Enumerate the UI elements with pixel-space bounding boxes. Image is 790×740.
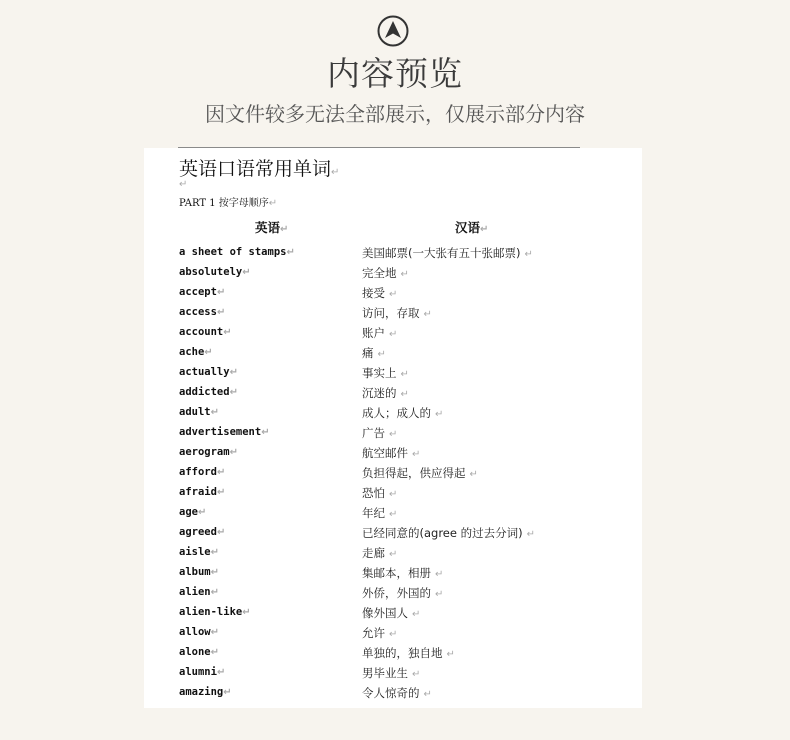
return-mark: ↵	[400, 269, 409, 280]
return-mark: ↵	[435, 409, 444, 420]
return-mark: ↵	[280, 224, 289, 235]
english-word-text: a sheet of stamps	[179, 246, 287, 258]
return-mark: ↵	[210, 407, 219, 418]
document-preview	[144, 148, 642, 708]
chinese-meaning-text: 像外国人	[362, 606, 408, 620]
part-label: PART 1 按字母顺序↵	[179, 198, 278, 209]
chinese-meaning	[362, 525, 535, 541]
return-mark: ↵	[204, 347, 213, 358]
word-table	[144, 243, 642, 703]
table-row	[144, 583, 642, 603]
table-row	[144, 343, 642, 363]
table-row	[144, 243, 642, 263]
chinese-meaning	[362, 625, 397, 641]
return-mark: ↵	[216, 287, 226, 298]
chinese-meaning	[362, 305, 432, 321]
chinese-meaning	[362, 665, 420, 681]
table-row	[144, 443, 642, 463]
table-row	[144, 303, 642, 323]
chinese-meaning-text: 恐怕	[362, 486, 385, 500]
return-mark: ↵	[242, 267, 251, 278]
chinese-meaning	[362, 445, 420, 461]
table-row	[144, 643, 642, 663]
return-mark: ↵	[197, 507, 207, 518]
english-word-text: ache	[179, 346, 205, 358]
return-mark: ↵	[261, 427, 270, 438]
return-mark: ↵	[210, 547, 219, 558]
chinese-meaning	[362, 285, 397, 301]
arrow-up-circle-icon	[377, 15, 409, 47]
chinese-meaning-text: 外侨，外国的	[362, 586, 431, 600]
english-word-text: alone	[179, 646, 211, 658]
english-word	[179, 506, 206, 518]
chinese-meaning-text: 走廊	[362, 546, 385, 560]
table-row	[144, 423, 642, 443]
chinese-meaning-text: 年纪	[362, 506, 385, 520]
chinese-meaning-text: 美国邮票(一大张有五十张邮票)	[362, 246, 521, 260]
return-mark: ↵	[469, 469, 478, 480]
chinese-meaning	[362, 565, 443, 581]
chinese-meaning-text: 集邮本，相册	[362, 566, 431, 580]
chinese-meaning-text: 负担得起，供应得起	[362, 466, 466, 480]
chinese-meaning	[362, 585, 443, 601]
english-word-text: addicted	[179, 386, 230, 398]
english-word	[179, 366, 238, 378]
chinese-meaning	[362, 405, 443, 421]
return-mark: ↵	[210, 627, 219, 638]
chinese-meaning-text: 已经同意的(agree 的过去分词)	[362, 526, 523, 540]
return-mark: ↵	[480, 224, 489, 235]
return-mark: ↵	[526, 529, 535, 540]
return-mark: ↵	[223, 687, 232, 698]
chinese-meaning-text: 令人惊奇的	[362, 686, 420, 700]
return-mark: ↵	[400, 389, 409, 400]
table-row	[144, 283, 642, 303]
return-mark: ↵	[223, 327, 232, 338]
english-word-text: alien	[179, 586, 211, 598]
return-mark: ↵	[412, 669, 421, 680]
table-row	[144, 543, 642, 563]
chinese-meaning-text: 账户	[362, 326, 385, 340]
english-word	[179, 546, 219, 558]
chinese-meaning	[362, 245, 533, 261]
return-mark: ↵	[412, 449, 421, 460]
chinese-meaning-text: 男毕业生	[362, 666, 408, 680]
english-word	[179, 446, 238, 458]
english-word	[179, 306, 225, 318]
english-word-text: age	[179, 506, 198, 518]
column-header-english: 英语↵	[255, 220, 289, 235]
english-word-text: aerogram	[179, 446, 230, 458]
chinese-meaning-text: 沉迷的	[362, 386, 397, 400]
chinese-meaning	[362, 645, 455, 661]
table-row	[144, 403, 642, 423]
column-header-chinese: 汉语↵	[455, 220, 489, 235]
return-mark: ↵	[435, 569, 444, 580]
chinese-meaning-text: 痛	[362, 346, 374, 360]
english-word	[179, 586, 219, 598]
chinese-meaning	[362, 685, 432, 701]
return-mark: ↵	[389, 329, 398, 340]
return-mark: ↵	[400, 369, 409, 380]
return-mark: ↵	[389, 429, 398, 440]
english-word-text: aisle	[179, 546, 211, 558]
chinese-meaning-text: 允许	[362, 626, 385, 640]
english-word	[179, 646, 219, 658]
english-word	[179, 246, 295, 258]
chinese-meaning-text: 完全地	[362, 266, 397, 280]
page-subtitle: 因文件较多无法全部展示，仅展示部分内容	[205, 102, 585, 126]
english-word-text: amazing	[179, 686, 224, 698]
return-mark: ↵	[389, 289, 398, 300]
table-row	[144, 563, 642, 583]
return-mark: ↵	[389, 489, 398, 500]
english-word	[179, 666, 225, 678]
chinese-meaning-text: 接受	[362, 286, 385, 300]
return-mark: ↵	[446, 649, 455, 660]
table-row	[144, 683, 642, 703]
chinese-meaning	[362, 365, 409, 381]
return-mark: ↵	[423, 309, 432, 320]
english-word	[179, 426, 270, 438]
page-title: 内容预览	[327, 54, 463, 93]
return-mark: ↵	[435, 589, 444, 600]
english-word	[179, 386, 238, 398]
english-word	[179, 486, 225, 498]
return-mark: ↵	[423, 689, 432, 700]
chinese-meaning	[362, 605, 420, 621]
english-word	[179, 526, 225, 538]
chinese-meaning	[362, 545, 397, 561]
return-mark: ↵	[389, 549, 398, 560]
english-word	[179, 566, 219, 578]
english-word	[179, 286, 225, 298]
english-word-text: agreed	[179, 526, 217, 538]
return-mark: ↵	[286, 247, 295, 258]
return-mark: ↵	[179, 179, 188, 190]
table-row	[144, 323, 642, 343]
chinese-meaning-text: 成人；成人的	[362, 406, 431, 420]
english-word-text: account	[179, 326, 224, 338]
english-word-text: adult	[179, 406, 211, 418]
english-word	[179, 686, 232, 698]
return-mark: ↵	[216, 487, 226, 498]
table-row	[144, 663, 642, 683]
english-word-text: access	[179, 306, 217, 318]
table-row	[144, 463, 642, 483]
table-row	[144, 383, 642, 403]
english-word-text: alumni	[179, 666, 217, 678]
table-row	[144, 363, 642, 383]
chinese-meaning	[362, 465, 478, 481]
return-mark: ↵	[229, 367, 238, 378]
chinese-meaning	[362, 485, 397, 501]
return-mark: ↵	[216, 667, 226, 678]
english-word	[179, 266, 251, 278]
english-word-text: absolutely	[179, 266, 243, 278]
return-mark: ↵	[389, 629, 398, 640]
chinese-meaning	[362, 265, 409, 281]
table-row	[144, 623, 642, 643]
return-mark: ↵	[229, 387, 238, 398]
english-word-text: allow	[179, 626, 211, 638]
english-word-text: album	[179, 566, 211, 578]
table-row	[144, 263, 642, 283]
english-word-text: afford	[179, 466, 217, 478]
return-mark: ↵	[216, 467, 226, 478]
return-mark: ↵	[377, 349, 386, 360]
preview-header	[0, 0, 790, 140]
table-row	[144, 483, 642, 503]
chinese-meaning-text: 访问，存取	[362, 306, 420, 320]
chinese-meaning	[362, 425, 397, 441]
chinese-meaning	[362, 345, 386, 361]
english-word	[179, 326, 232, 338]
english-word-text: accept	[179, 286, 217, 298]
return-mark: ↵	[210, 587, 219, 598]
return-mark: ↵	[412, 609, 421, 620]
return-mark: ↵	[210, 567, 219, 578]
return-mark: ↵	[229, 447, 238, 458]
chinese-meaning	[362, 385, 409, 401]
english-word	[179, 606, 251, 618]
return-mark: ↵	[331, 167, 340, 178]
english-word	[179, 626, 219, 638]
english-word-text: actually	[179, 366, 230, 378]
english-word	[179, 346, 213, 358]
english-word-text: afraid	[179, 486, 217, 498]
chinese-meaning-text: 广告	[362, 426, 385, 440]
return-mark: ↵	[389, 509, 398, 520]
chinese-meaning	[362, 325, 397, 341]
english-word	[179, 466, 225, 478]
return-mark: ↵	[210, 647, 219, 658]
chinese-meaning-text: 单独的，独自地	[362, 646, 443, 660]
table-row	[144, 603, 642, 623]
english-word-text: alien-like	[179, 606, 243, 618]
english-word-text: advertisement	[179, 426, 262, 438]
document-title: 英语口语常用单词↵	[179, 158, 340, 180]
chinese-meaning-text: 事实上	[362, 366, 397, 380]
return-mark: ↵	[524, 249, 533, 260]
chinese-meaning-text: 航空邮件	[362, 446, 408, 460]
return-mark: ↵	[242, 607, 251, 618]
table-row	[144, 503, 642, 523]
english-word	[179, 406, 219, 418]
return-mark: ↵	[216, 527, 226, 538]
return-mark: ↵	[268, 198, 278, 209]
table-row	[144, 523, 642, 543]
return-mark: ↵	[216, 307, 226, 318]
chinese-meaning	[362, 505, 397, 521]
